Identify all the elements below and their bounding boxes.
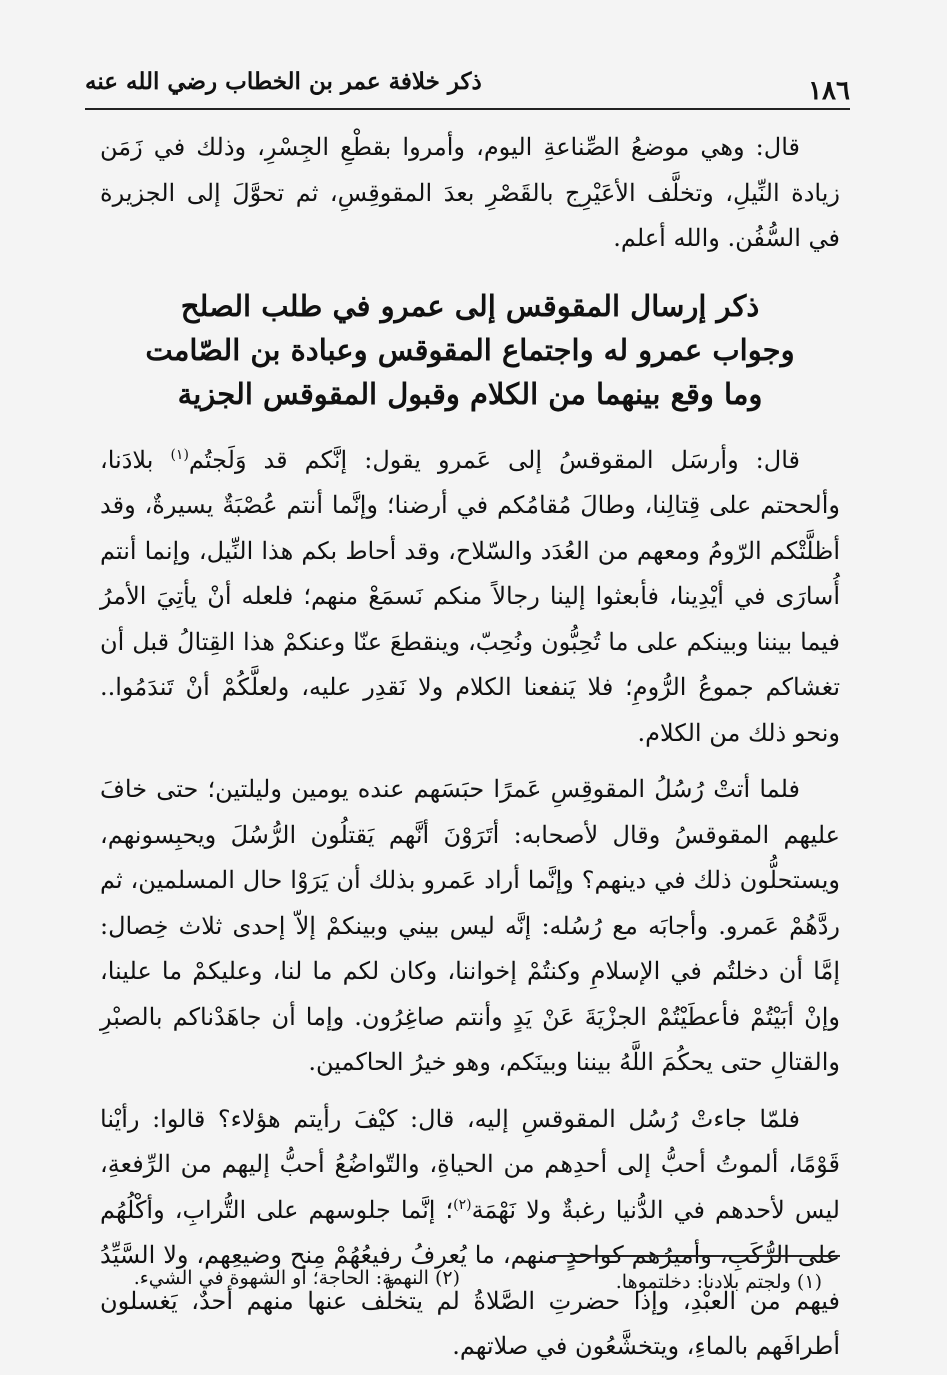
- footnote-1: (١) ولجتم بلادنا: دخلتموها.: [615, 1271, 822, 1293]
- section-heading: [100, 284, 840, 416]
- paragraph-2-text-a: قال: وأرسَل المقوقسُ إلى عَمرو يقول: إنَّكم قد وَلَجتُم: [188, 445, 800, 474]
- footnote-2: (٢) النهمة: الحاجة؛ أو الشهوة في الشيء.: [133, 1267, 460, 1289]
- paragraph-4-text-a: فلمّا جاءتْ رُسُل المقوقسِ إليه، قال: كيْفَ رأيتم هؤلاء؟ قالوا: رأيْنا قَوْمًا، ألموتُ أحبُّ إلى أحدِهم من الحياةِ، والتّواضُعُ أحبُّ إليهم من الرِّفعةِ، ليس لأحدهم في الدُّنيا رغبةٌ ولا نَهْمَة: [100, 1104, 840, 1224]
- paragraph-2: [100, 438, 840, 757]
- paragraph-4-text-b: ؛ إنَّما جلوسهم على التُّرابِ، وأكْلُهُم على الرُّكَبِ، وأميرُهم كواحدٍ منهم، ما يُعرفُ رفيعُهُمْ مِنح وضيعِهم، ولا السَّيِّدُ فيهم من العبْدِ، وإذا حضرتِ الصَّلاةُ لم يتخلَّف عنها منهم أحدٌ، يَغسلون أطرافَهم بالماءِ، ويتخشَّعُون في صلاتهم.: [100, 1195, 841, 1360]
- page-header: [85, 62, 850, 110]
- heading-line-1: ذكر إرسال المقوقس إلى عمرو في طلب الصلح: [180, 288, 760, 323]
- footnotes: [100, 1265, 840, 1305]
- page-body: [100, 125, 840, 1370]
- footnote-ref-2: (٢): [453, 1196, 472, 1213]
- footnote-divider: [553, 1255, 840, 1257]
- footnote-ref-1: (١): [170, 446, 189, 463]
- page-number: ١٨٦: [808, 76, 850, 106]
- running-title: ذكر خلافة عمر بن الخطاب رضي الله عنه: [85, 68, 482, 95]
- paragraph-4: [100, 1097, 840, 1370]
- heading-line-3: وما وقع بينهما من الكلام وقبول المقوقس الجزية: [177, 376, 763, 411]
- heading-line-2: وجواب عمرو له واجتماع المقوقس وعبادة بن الصّامت: [145, 332, 795, 367]
- paragraph-1: قال: وهي موضعُ الصِّناعةِ اليوم، وأمروا بقطْعِ الجِسْرِ، وذلك في زَمَن زيادة النِّيلِ، وتخلَّف الأعَيْرِج بالقَصْرِ بعدَ المقوقِسِ، ثم تحوَّلَ إلى الجزيرة في السُّفُن. والله أعلم.: [100, 133, 840, 252]
- paragraph-2-text-b: بلادَنا، وألححتم على قِتالِنا، وطالَ مُقامُكم في أرضنا؛ وإنَّما أنتم عُصْبَةٌ يسيرةٌ، وقد أظلَّتْكم الرّومُ ومعهم من العُدَد والسّلاح، وقد أحاط بكم هذا النِّيل، وإنما أنتم أُسارَى في أيْدِينا، فأبعثوا إلينا رجالاً منكم نَسمَعْ منهم؛ فلعله أنْ يأتِيَ الأمرُ فيما بيننا وبينكم على ما تُحِبُّون ونُحِبّ، وينقطعَ عنّا وعنكمْ هذا القِتالُ قبل أن تغشاكم جموعُ الرُّومِ؛ فلا يَنفعنا الكلام ولا نَقدِر عليه، ولعلَّكُمْ أنْ تَندَمُوا.. ونحو ذلك من الكلام.: [100, 445, 840, 747]
- paragraph-3: فلما أتتْ رُسُلُ المقوقِسِ عَمرًا حبَسَهم عنده يومين وليلتين؛ حتى خافَ عليهم المقوقسُ وقال لأصحابه: أتَرَوْنَ أنَّهم يَقتلُون الرُّسُلَ ويحبِسونهم، ويستحلُّون ذلك في دينهم؟ وإنَّما أراد عَمرو بذلك أن يَرَوْا حال المسلمين، ثم ردَّهُمْ عَمرو. وأجابَه مع رُسُله: إنَّه ليس بيني وبينكمْ إلاّ إحدى ثلاث خِصال: إمَّا أن دخلتُم في الإسلامِ وكنتُمْ إخواننا، وكان لكم ما لنا، وعليكمْ ما علينا، وإنْ أبَيْتُمْ فأعطَيْتُمْ الجزْيَةَ عَنْ يَدٍ وأنتم صاغِرُون. وإما أن جاهَدْناكم بالصبْرِ والقتالِ حتى يحكُمَ اللَّهُ بيننا وبينَكم، وهو خيرُ الحاكمين.: [100, 775, 840, 1076]
